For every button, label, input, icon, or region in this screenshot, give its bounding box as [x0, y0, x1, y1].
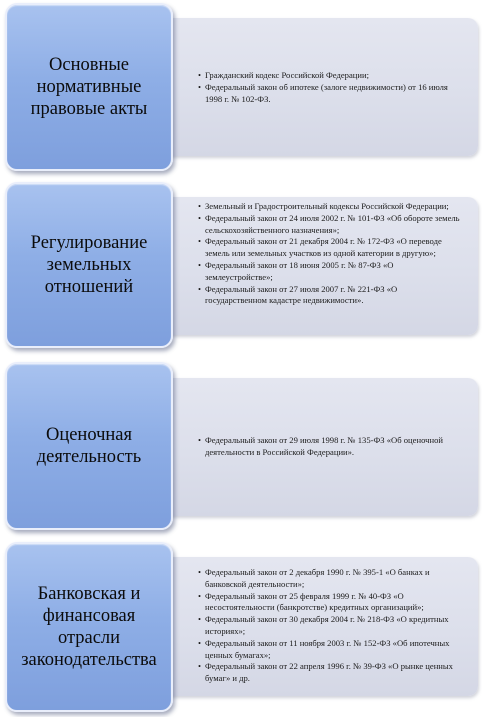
list-item: • Федеральный закон от 11 ноября 2003 г. № 152-ФЗ «Об ипотечных ценных бумагах»;: [198, 638, 460, 662]
list-item: • Гражданский кодекс Российской Федерации;: [198, 70, 460, 82]
category-box-main-acts: [5, 3, 173, 171]
category-box-valuation: [5, 362, 173, 530]
list-item: • Федеральный закон от 29 июля 1998 г. № 135-ФЗ «Об оценочной деятельности в Российской Федерации».: [198, 435, 460, 459]
list-item: • Федеральный закон от 18 июня 2005 г. № 87-ФЗ «О землеустройстве»;: [198, 260, 460, 284]
list-item: • Федеральный закон от 2 декабря 1990 г. № 395-1 «О банках и банковской деятельности»;: [198, 567, 460, 591]
category-box-land-relations: [5, 182, 173, 348]
list-panel-land-relations: [164, 197, 478, 335]
list-item: • Федеральный закон от 24 июля 2002 г. № 101-ФЗ «Об обороте земель сельскохозяйственного назначения»;: [198, 213, 460, 237]
list-item: • Федеральный закон от 27 июля 2007 г. № 221-ФЗ «О государственном кадастре недвижимости».: [198, 284, 460, 308]
list-item: • Федеральный закон от 22 апреля 1996 г. № 39-ФЗ «О рынке ценных бумаг» и др.: [198, 661, 460, 685]
category-box-banking-finance: [5, 542, 173, 712]
law-list: [198, 435, 460, 459]
list-panel-main-acts: [164, 18, 478, 156]
category-title: Банковская и финансовая отрасли законодательства: [21, 584, 157, 670]
law-list: [198, 201, 460, 307]
category-title: Регулирование земельных отношений: [30, 233, 148, 297]
category-title: Оценочная деятельность: [36, 425, 142, 467]
list-panel-valuation: [164, 378, 478, 516]
list-item: • Земельный и Градостроительный кодексы Российской Федерации;: [198, 201, 460, 213]
list-item: • Федеральный закон от 25 февраля 1999 г. № 40-ФЗ «О несостоятельности (банкротстве) кредитных организаций»;: [198, 591, 460, 615]
list-item: • Федеральный закон об ипотеке (залоге недвижимости) от 16 июля 1998 г. № 102-ФЗ.: [198, 82, 460, 106]
category-title: Основные нормативные правовые акты: [30, 55, 148, 119]
list-item: • Федеральный закон от 21 декабря 2004 г. № 172-ФЗ «О переводе земель или земельных участков из одной категории в другую»;: [198, 236, 460, 260]
list-item: • Федеральный закон от 30 декабря 2004 г. № 218-ФЗ «О кредитных историях»;: [198, 614, 460, 638]
law-list: [198, 567, 460, 685]
list-panel-banking-finance: [164, 557, 478, 696]
law-list: [198, 70, 460, 105]
